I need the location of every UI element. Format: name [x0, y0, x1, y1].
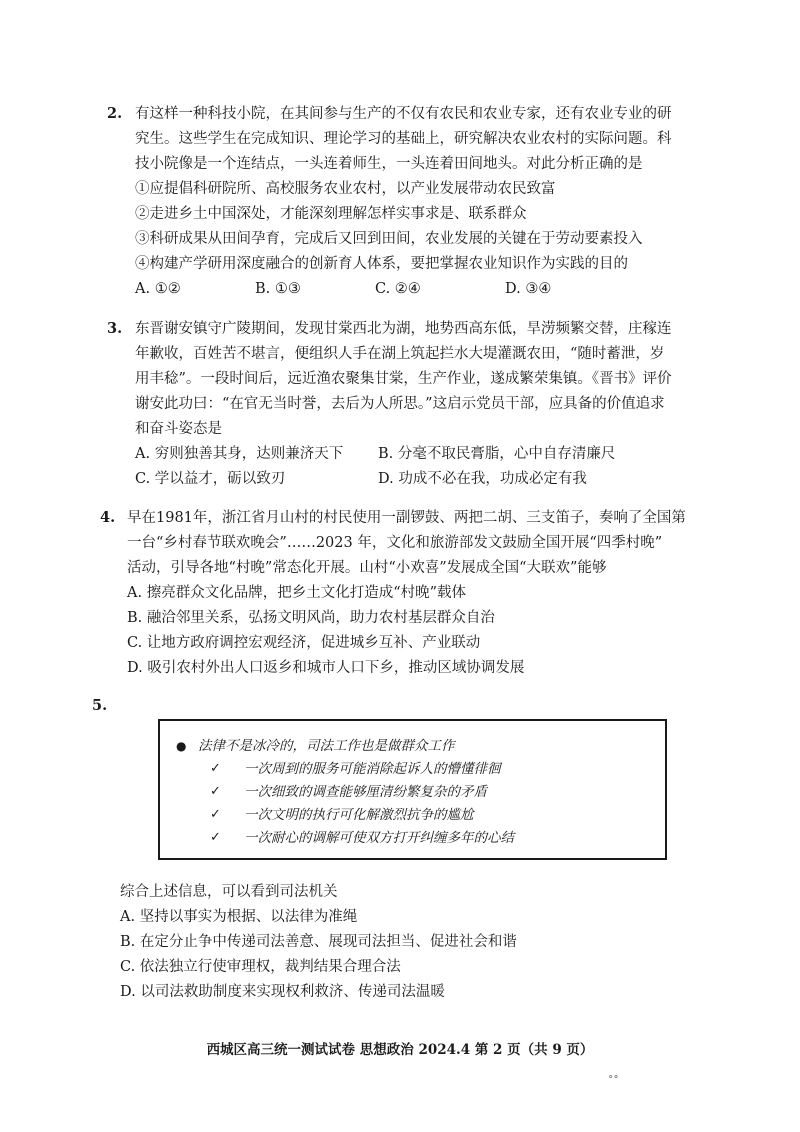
check-icon: ✓	[210, 784, 221, 799]
check-icon: ✓	[210, 807, 221, 822]
question-3-option-a[interactable]: A. 穷则独善其身，达则兼济天下	[135, 446, 344, 462]
question-2-number: 2.	[107, 105, 123, 122]
question-3-line-3: 用丰稔”。一段时间后，远近渔农聚集甘棠，生产作业，遂成繁荣集镇。《晋书》评价	[135, 371, 672, 387]
quote-box-item-1: 一次周到的服务可能消除起诉人的懵懂徘徊	[244, 761, 501, 777]
question-4-number: 4.	[100, 509, 116, 526]
question-2-option-d[interactable]: D. ③④	[505, 281, 552, 297]
question-5-stem: 综合上述信息，可以看到司法机关	[120, 884, 338, 900]
question-5-option-c[interactable]: C. 依法独立行使审理权，裁判结果合理合法	[120, 959, 401, 975]
page-footer: 西城区高三统一测试试卷 思想政治 2024.4 第 2 页（共 9 页）	[206, 1042, 594, 1058]
question-4-option-d[interactable]: D. 吸引农村外出人口返乡和城市人口下乡，推动区域协调发展	[127, 660, 525, 676]
question-2-statement-4: ④构建产学研用深度融合的创新育人体系，要把掌握农业知识作为实践的目的	[135, 256, 628, 272]
quote-box-item-2: 一次细致的调查能够厘清纷繁复杂的矛盾	[244, 784, 487, 800]
question-2-line-1: 有这样一种科技小院，在其间参与生产的不仅有农民和农业专家，还有农业专业的研	[135, 106, 672, 122]
quote-box-heading: 法律不是冰冷的，司法工作也是做群众工作	[198, 738, 455, 754]
question-3-line-1: 东晋谢安镇守广陵期间，发现甘棠西北为湖，地势西高东低，旱涝频繁交替，庄稼连	[135, 321, 672, 337]
question-3-line-5: 和奋斗姿态是	[135, 421, 222, 437]
check-icon: ✓	[210, 761, 221, 776]
question-2-statement-3: ③科研成果从田间孕育，完成后又回到田间，农业发展的关键在于劳动要素投入	[135, 231, 643, 247]
question-5-option-b[interactable]: B. 在定分止争中传递司法善意、展现司法担当、促进社会和谐	[120, 934, 517, 950]
question-3-option-b[interactable]: B. 分毫不取民膏脂，心中自存清廉尺	[378, 446, 616, 462]
question-5-number: 5.	[92, 697, 108, 714]
question-3-option-c[interactable]: C. 学以益才，砺以致刃	[135, 471, 286, 487]
question-2-options	[135, 279, 695, 299]
question-3-number: 3.	[107, 320, 123, 337]
question-2-option-a[interactable]: A. ①②	[135, 281, 181, 297]
question-2-option-b[interactable]: B. ①③	[255, 281, 301, 297]
question-5-option-a[interactable]: A. 坚持以事实为根据、以法律为准绳	[120, 909, 358, 925]
quote-box-item-4: 一次耐心的调解可使双方打开纠缠多年的心结	[244, 830, 514, 846]
question-2-statement-2: ②走进乡土中国深处，才能深刻理解怎样实事求是、联系群众	[135, 206, 527, 222]
question-4-option-c[interactable]: C. 让地方政府调控宏观经济，促进城乡互补、产业联动	[127, 635, 481, 651]
question-3-options-row-2	[135, 469, 695, 489]
question-4-line-2: 一台“乡村春节联欢晚会”……2023 年，文化和旅游部发文鼓励全国开展“四季村晚”	[127, 535, 663, 551]
question-2-line-2: 究生。这些学生在完成知识、理论学习的基础上，研究解决农业农村的实际问题。科	[135, 131, 672, 147]
quote-box	[158, 719, 667, 860]
check-icon: ✓	[210, 830, 221, 845]
question-2-statement-1: ①应提倡科研院所、高校服务农业农村，以产业发展带动农民致富	[135, 181, 556, 197]
question-5-option-d[interactable]: D. 以司法救助制度来实现权利救济、传递司法温暖	[120, 984, 445, 1000]
bullet-icon: ●	[176, 739, 187, 753]
question-2-option-c[interactable]: C. ②④	[375, 281, 421, 297]
scan-mark-icon: ∘∘	[608, 1070, 619, 1083]
question-3-line-2: 年歉收，百姓苦不堪言，便组织人手在湖上筑起拦水大堤灌溉农田，“随时蓄泄，岁	[135, 346, 665, 362]
question-3-option-d[interactable]: D. 功成不必在我，功成必定有我	[378, 471, 587, 487]
question-3-options-row-1	[135, 444, 695, 464]
question-4-line-3: 活动，引导各地“村晚”常态化开展。山村“小欢喜”发展成全国“大联欢”能够	[127, 560, 607, 576]
question-4-line-1: 早在1981年，浙江省月山村的村民使用一副锣鼓、两把二胡、三支笛子，奏响了全国第	[127, 510, 686, 526]
quote-box-item-3: 一次文明的执行可化解激烈抗争的尴尬	[244, 807, 474, 823]
question-2-line-3: 技小院像是一个连结点，一头连着师生，一头连着田间地头。对此分析正确的是	[135, 156, 643, 172]
question-4-option-a[interactable]: A. 擦亮群众文化品牌，把乡土文化打造成“村晚”载体	[127, 585, 467, 601]
question-3-line-4: 谢安此功曰：“在官无当时誉，去后为人所思。”这启示党员干部，应具备的价值追求	[135, 396, 665, 412]
question-4-option-b[interactable]: B. 融洽邻里关系，弘扬文明风尚，助力农村基层群众自治	[127, 610, 495, 626]
